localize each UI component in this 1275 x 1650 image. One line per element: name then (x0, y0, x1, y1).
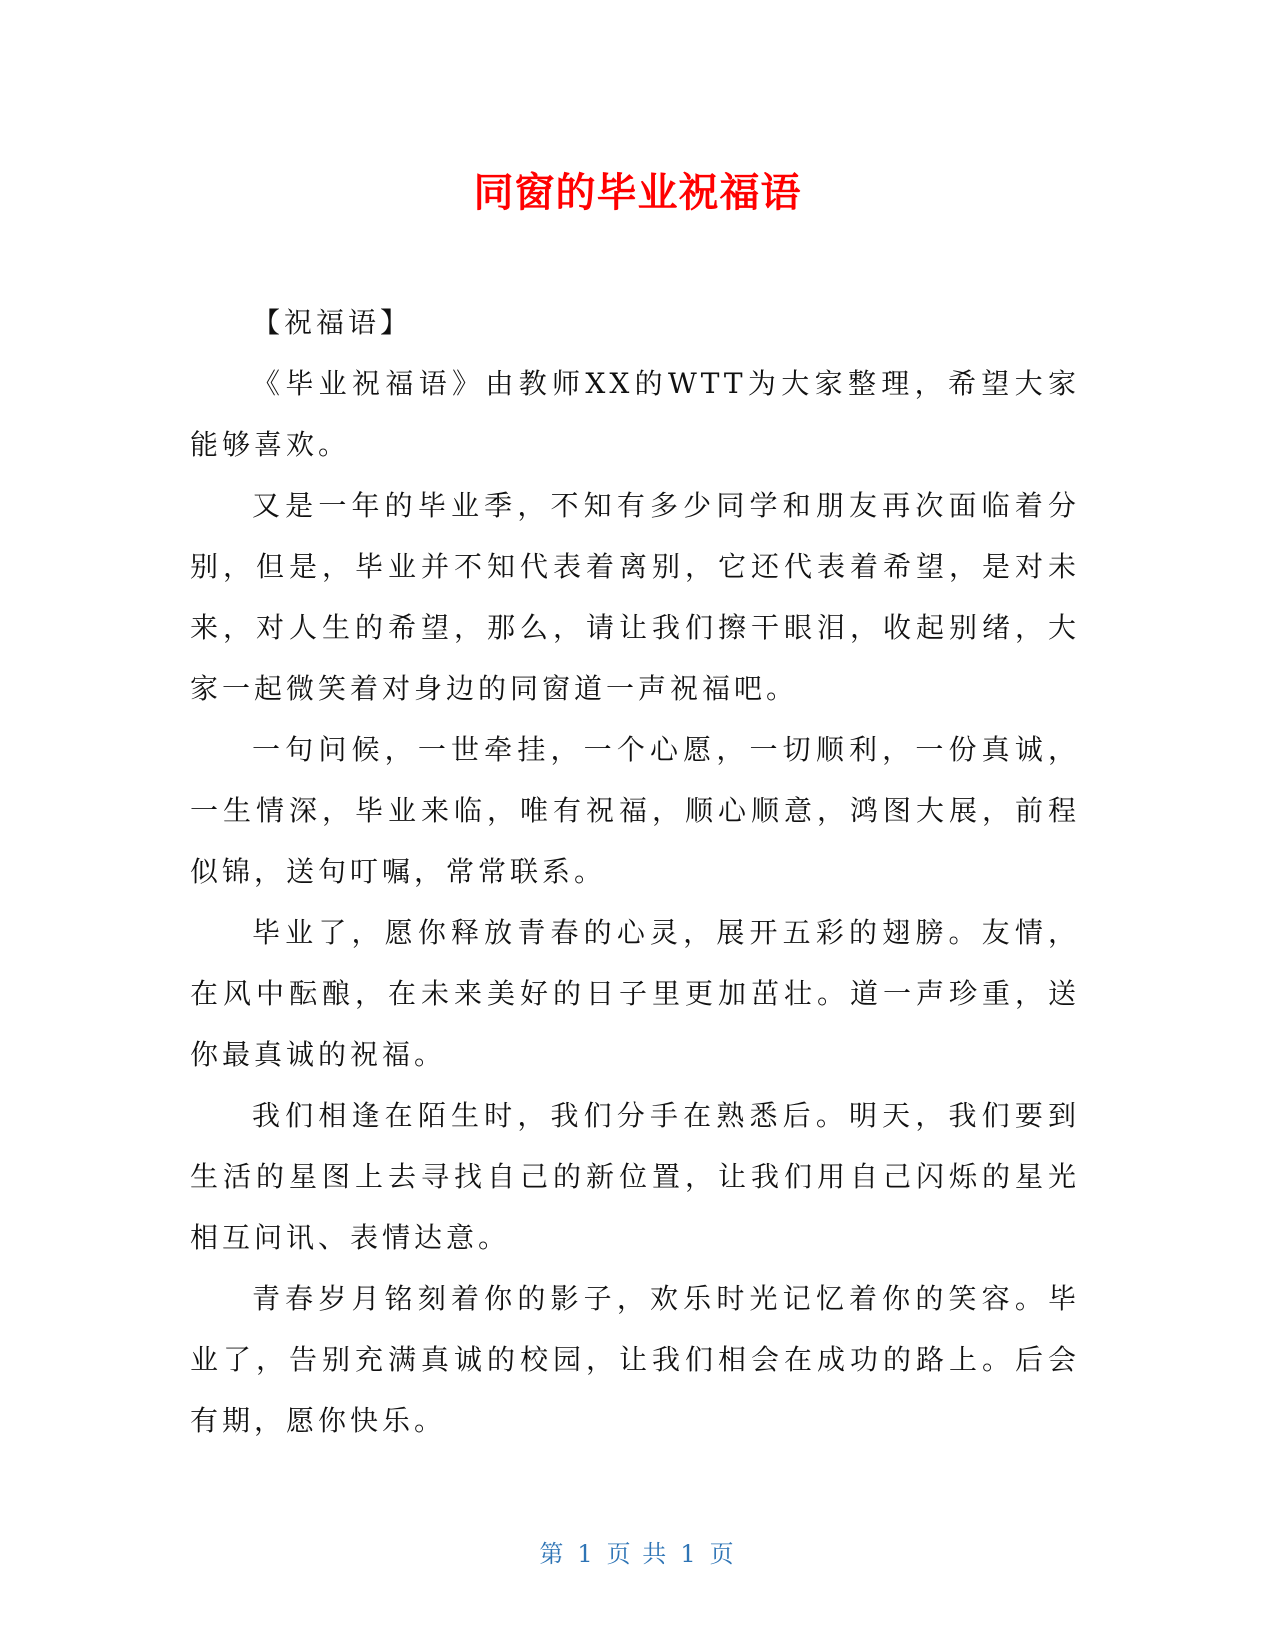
paragraph: 青春岁月铭刻着你的影子，欢乐时光记忆着你的笑容。毕业了，告别充满真诚的校园，让我们相会在成功的路上。后会有期，愿你快乐。 (190, 1282, 1080, 1437)
page-number-footer (0, 1538, 1275, 1570)
footer-total-pages: 1 (680, 1540, 698, 1568)
footer-current-page: 1 (577, 1540, 595, 1568)
paragraph: 毕业了，愿你释放青春的心灵，展开五彩的翅膀。友情，在风中酝酿，在未来美好的日子里更加茁壮。道一声珍重，送你最真诚的祝福。 (190, 916, 1080, 1071)
footer-suffix: 页 (709, 1540, 736, 1568)
paragraph: 一句问候，一世牵挂，一个心愿，一切顺利，一份真诚，一生情深，毕业来临，唯有祝福，顺心顺意，鸿图大展，前程似锦，送句叮嘱，常常联系。 (190, 733, 1080, 888)
paragraph-intro: 《毕业祝福语》由教师XX的WTT为大家整理，希望大家能够喜欢。 (190, 367, 1080, 461)
footer-prefix: 第 (539, 1540, 566, 1568)
paragraph: 又是一年的毕业季，不知有多少同学和朋友再次面临着分别，但是，毕业并不知代表着离别，它还代表着希望，是对未来，对人生的希望，那么，请让我们擦干眼泪，收起别绪，大家一起微笑着对身边的同窗道一声祝福吧。 (190, 489, 1080, 705)
paragraph: 我们相逢在陌生时，我们分手在熟悉后。明天，我们要到生活的星图上去寻找自己的新位置，让我们用自己闪烁的星光相互问讯、表情达意。 (190, 1099, 1080, 1254)
footer-middle: 页 共 (606, 1540, 669, 1568)
document-title: 同窗的毕业祝福语 (473, 170, 802, 216)
document-body (190, 292, 1080, 1451)
paragraph-heading: 【祝福语】 (252, 306, 413, 339)
